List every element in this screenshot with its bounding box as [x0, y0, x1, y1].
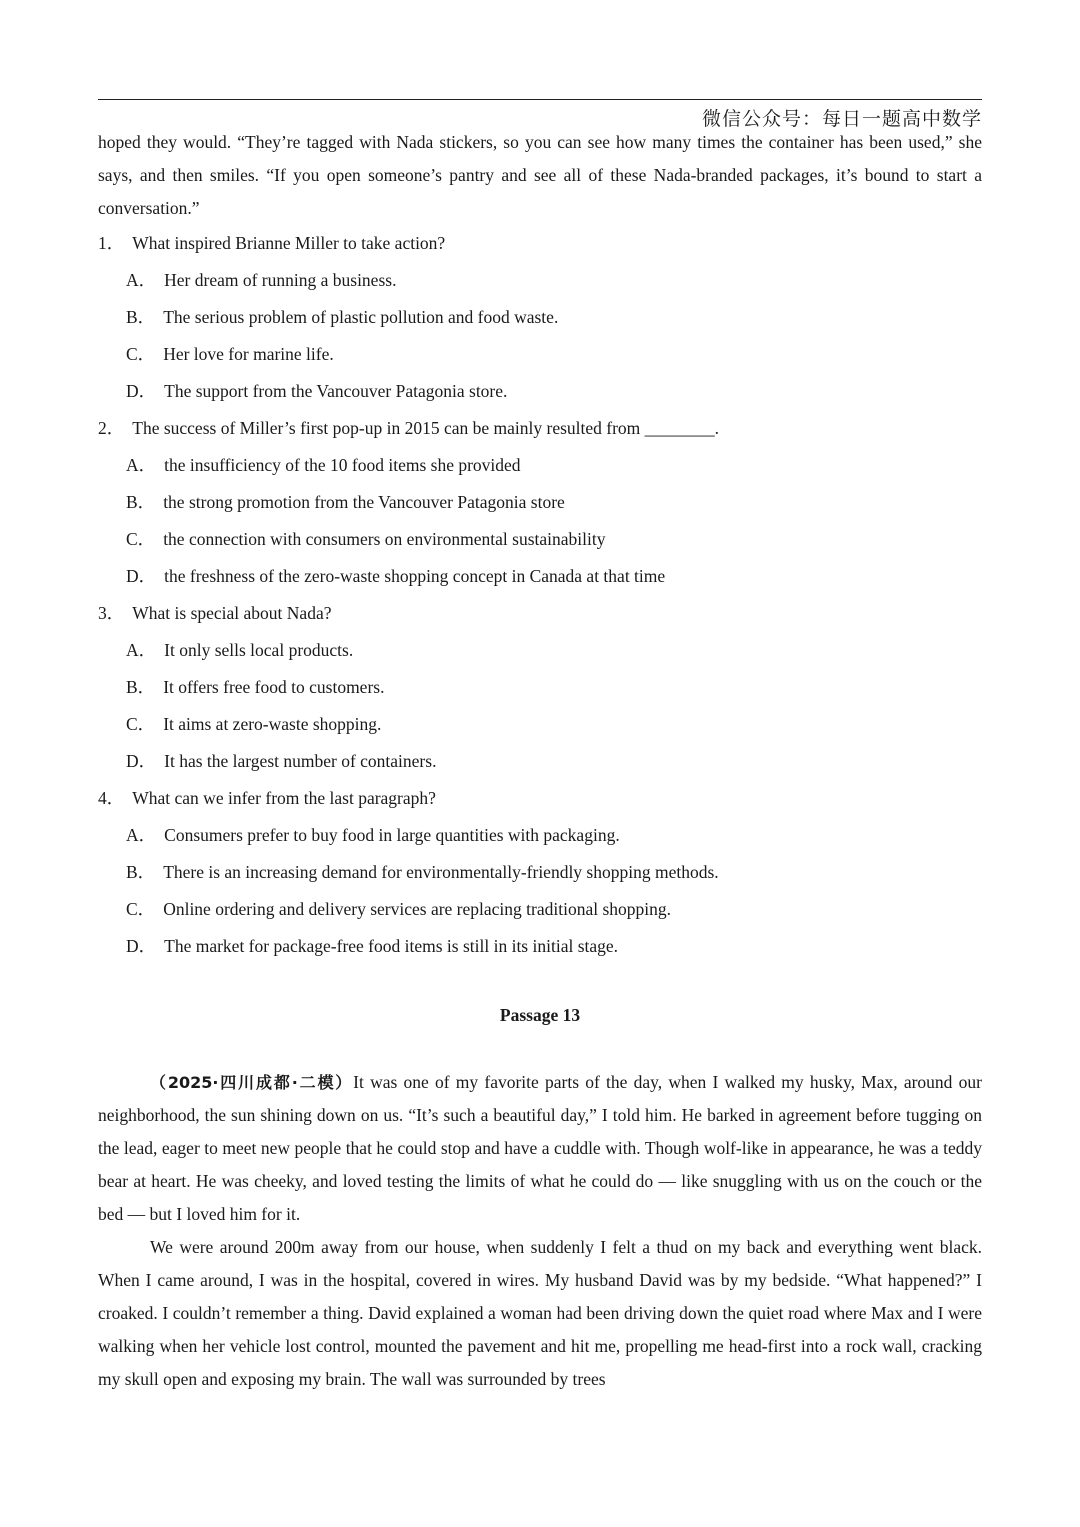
option-b: B． It offers free food to customers. [126, 677, 385, 697]
question-1 [98, 227, 982, 412]
intro-paragraph: hoped they would. “They’re tagged with Nada stickers, so you can see how many times the container has been used,” she says, and then smiles. “If you open someone’s pantry and see all of these Nada-branded packages, it’s bound to start a conversation.” [98, 132, 982, 218]
header-rule [98, 99, 982, 100]
question-stem: 3． What is special about Nada? [98, 603, 332, 623]
question-stem: 2． The success of Miller’s first pop-up in 2015 can be mainly resulted from ________. [98, 418, 720, 438]
question-stem: 1． What inspired Brianne Miller to take action? [98, 233, 446, 253]
question-4 [98, 782, 982, 967]
passage-paragraph-2: We were around 200m away from our house, when suddenly I felt a thud on my back and everything went black. When I came around, I was in the hospital, covered in wires. My husband David was by my bedside. “What happened?” I croaked. I couldn’t remember a thing. David explained a woman had been driving down the quiet road where Max and I were walking when her vehicle lost control, mounted the pavement and hit me, propelling me head-first into a rock wall, cracking my skull open and exposing my brain. The wall was surrounded by trees [98, 1237, 982, 1389]
option-a: A． the insufficiency of the 10 food items she provided [126, 455, 521, 475]
option-b: B． The serious problem of plastic pollution and food waste. [126, 307, 559, 327]
source-tag: （2025·四川成都·二模） [150, 1073, 354, 1092]
option-c: C． Her love for marine life. [126, 344, 334, 364]
option-b: B． There is an increasing demand for environmentally-friendly shopping methods. [126, 862, 719, 882]
question-3 [98, 597, 982, 782]
option-b: B． the strong promotion from the Vancouver Patagonia store [126, 492, 565, 512]
option-a: A． Consumers prefer to buy food in large quantities with packaging. [126, 825, 620, 845]
option-c: C． Online ordering and delivery services are replacing traditional shopping. [126, 899, 672, 919]
passage-title: Passage 13 [499, 1005, 581, 1025]
page-content [98, 126, 982, 1396]
option-d: D． The support from the Vancouver Patagonia store. [126, 381, 508, 401]
passage-paragraph-1: （2025·四川成都·二模）It was one of my favorite parts of the day, when I walked my husky, Max, around our neighborhood, the sun shining down on us. “It’s such a beautiful day,” I told him. He barked in agreement before tugging on the lead, eager to meet new people that he could stop and have a cuddle with. Though wolf-like in appearance, he was a teddy bear at heart. He was cheeky, and loved testing the limits of what he could do — like snuggling with us on the couch or the bed — but I loved him for it. [98, 1072, 982, 1224]
option-d: D． the freshness of the zero-waste shopping concept in Canada at that time [126, 566, 666, 586]
question-2 [98, 412, 982, 597]
option-d: D． It has the largest number of containers. [126, 751, 437, 771]
question-stem: 4． What can we infer from the last paragraph? [98, 788, 436, 808]
option-a: A． Her dream of running a business. [126, 270, 397, 290]
option-a: A． It only sells local products. [126, 640, 354, 660]
option-c: C． It aims at zero-waste shopping. [126, 714, 382, 734]
header-watermark: 微信公众号：每日一题高中数学 [701, 108, 982, 130]
option-d: D． The market for package-free food items is still in its initial stage. [126, 936, 619, 956]
option-c: C． the connection with consumers on environmental sustainability [126, 529, 606, 549]
question-list [98, 227, 982, 967]
